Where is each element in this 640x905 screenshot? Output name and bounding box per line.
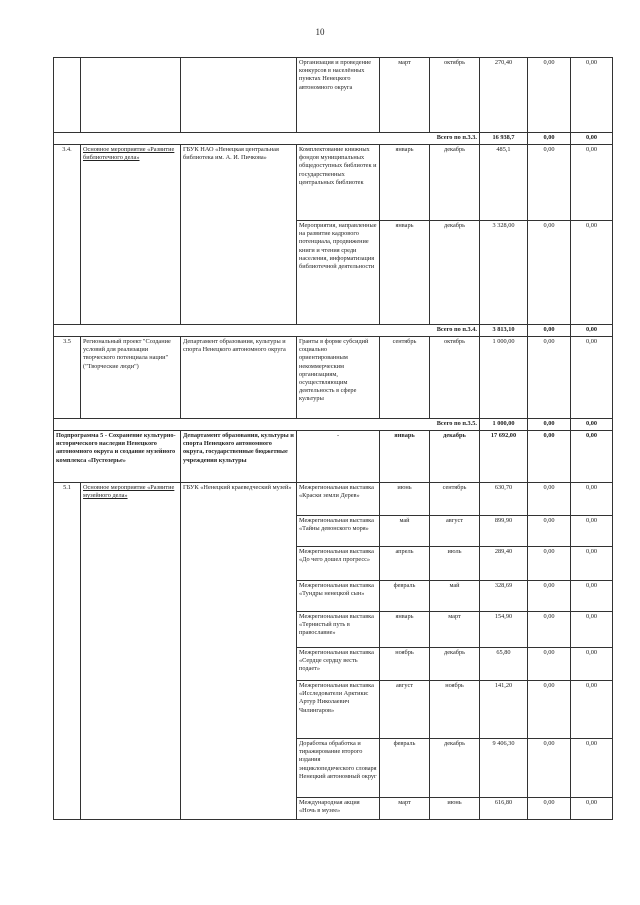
start-month: август [380, 681, 430, 739]
row-number: 5.1 [54, 483, 81, 820]
total-label: Всего по п.3.4. [54, 325, 480, 337]
activity: Комплектование книжных фондов муниципальных общедоступных библиотек и государственных центральных библиотек [297, 145, 380, 221]
amount-2: 0,00 [528, 483, 571, 516]
end-month: март [430, 612, 480, 648]
total-label: Всего по п.3.3. [54, 133, 480, 145]
start-month: февраль [380, 739, 430, 798]
start-month: март [380, 58, 430, 133]
amount-3: 0,00 [571, 337, 613, 419]
amount-2: 0,00 [528, 221, 571, 325]
total-amount-1: 3 813,10 [480, 325, 528, 337]
start-month: февраль [380, 581, 430, 612]
end-month: июль [430, 547, 480, 581]
total-amount-2: 0,00 [528, 325, 571, 337]
amount-1: 616,80 [480, 798, 528, 820]
total-row [54, 419, 613, 431]
total-row [54, 133, 613, 145]
subprogram-name: Подпрограмма 5 - Сохранение культурно-исторического наследия Ненецкого автономного округа и создание музейного комплекса «Пустозерье» [54, 431, 181, 483]
activity: Межрегиональная выставка «Исследователи Арктики: Артур Николаевич Чилингаров» [297, 681, 380, 739]
executor: ГБУК «Ненецкий краеведческий музей» [181, 483, 297, 820]
amount-2: 0,00 [528, 547, 571, 581]
amount-2: 0,00 [528, 145, 571, 221]
activity: Доработка обработка и тиражирование второго издания энциклопедического словаря Ненецкий автономный округ [297, 739, 380, 798]
event-name [81, 145, 181, 325]
activity: Международная акция «Ночь в музее» [297, 798, 380, 820]
amount-3: 0,00 [571, 483, 613, 516]
amount-3: 0,00 [571, 739, 613, 798]
row-number: 3.4. [54, 145, 81, 325]
activity: Межрегиональная выставка «Тернистый путь в православие» [297, 612, 380, 648]
event-name-text: Основное мероприятие «Развитие библиотечного дела» [83, 146, 175, 162]
budget-plan-table [53, 57, 613, 820]
event-name [81, 58, 181, 133]
total-row [54, 325, 613, 337]
amount-3: 0,00 [571, 581, 613, 612]
amount-3: 0,00 [571, 516, 613, 547]
table-row [54, 337, 613, 419]
end-month: декабрь [430, 221, 480, 325]
end-month: август [430, 516, 480, 547]
start-month: апрель [380, 547, 430, 581]
executor: Департамент образования, культуры и спорта Ненецкого автономного округа [181, 337, 297, 419]
start-month: сентябрь [380, 337, 430, 419]
end-month: декабрь [430, 739, 480, 798]
amount-1: 141,20 [480, 681, 528, 739]
amount-1: 630,70 [480, 483, 528, 516]
activity: Межрегиональная выставка «Сердце сердцу весть подает» [297, 648, 380, 681]
activity: Организация и проведение конкурсов в населённых пунктах Ненецкого автономного округа [297, 58, 380, 133]
amount-2: 0,00 [528, 58, 571, 133]
amount-1: 9 406,30 [480, 739, 528, 798]
amount-1: 1 000,00 [480, 337, 528, 419]
total-amount-3: 0,00 [571, 419, 613, 431]
amount-2: 0,00 [528, 337, 571, 419]
end-month: декабрь [430, 145, 480, 221]
amount-2: 0,00 [528, 431, 571, 483]
end-month: ноябрь [430, 681, 480, 739]
start-month: июнь [380, 483, 430, 516]
start-month: январь [380, 145, 430, 221]
executor: ГБУК НАО «Ненецкая центральная библиотека им. А. И. Пичкова» [181, 145, 297, 325]
total-amount-1: 1 000,00 [480, 419, 528, 431]
event-name-text: Основное мероприятие «Развитие музейного дела» [83, 484, 175, 500]
start-month: май [380, 516, 430, 547]
end-month: октябрь [430, 58, 480, 133]
activity: Гранты в форме субсидий социально ориентированным некоммерческим организациям, осуществляющим деятельность в сфере культуры [297, 337, 380, 419]
end-month: июнь [430, 798, 480, 820]
table-row [54, 58, 613, 133]
event-name: Региональный проект "Создание условий для реализации творческого потенциала нации" ("Творческие люди") [81, 337, 181, 419]
total-amount-2: 0,00 [528, 133, 571, 145]
table-row [54, 145, 613, 221]
event-name [81, 483, 181, 820]
total-amount-3: 0,00 [571, 133, 613, 145]
row-number: 3.5 [54, 337, 81, 419]
total-amount-3: 0,00 [571, 325, 613, 337]
subprogram-row [54, 431, 613, 483]
amount-3: 0,00 [571, 681, 613, 739]
end-month: декабрь [430, 648, 480, 681]
page-number: 10 [315, 27, 325, 37]
table-row [54, 483, 613, 516]
amount-3: 0,00 [571, 648, 613, 681]
end-month: октябрь [430, 337, 480, 419]
amount-2: 0,00 [528, 798, 571, 820]
total-label: Всего по п.3.5. [54, 419, 480, 431]
amount-1: 154,90 [480, 612, 528, 648]
amount-3: 0,00 [571, 547, 613, 581]
amount-3: 0,00 [571, 145, 613, 221]
activity: Межрегиональная выставка «До чего дошел прогресс» [297, 547, 380, 581]
amount-2: 0,00 [528, 516, 571, 547]
amount-1: 65,80 [480, 648, 528, 681]
amount-1: 270,40 [480, 58, 528, 133]
start-month: январь [380, 612, 430, 648]
amount-3: 0,00 [571, 58, 613, 133]
activity: Межрегиональная выставка «Краски земли Дерев» [297, 483, 380, 516]
executor [181, 58, 297, 133]
executor: Департамент образования, культуры и спорта Ненецкого автономного округа, государственные бюджетные учреждения культуры [181, 431, 297, 483]
amount-1: 328,69 [480, 581, 528, 612]
amount-3: 0,00 [571, 221, 613, 325]
row-number [54, 58, 81, 133]
activity: - [297, 431, 380, 483]
amount-1: 289,40 [480, 547, 528, 581]
amount-3: 0,00 [571, 612, 613, 648]
amount-2: 0,00 [528, 648, 571, 681]
amount-1: 3 328,00 [480, 221, 528, 325]
start-month: январь [380, 431, 430, 483]
activity: Межрегиональная выставка «Тайны девонского моря» [297, 516, 380, 547]
start-month: ноябрь [380, 648, 430, 681]
activity: Межрегиональная выставка «Тундры ненецкой сын» [297, 581, 380, 612]
end-month: сентябрь [430, 483, 480, 516]
amount-2: 0,00 [528, 681, 571, 739]
total-amount-1: 16 938,7 [480, 133, 528, 145]
total-amount-2: 0,00 [528, 419, 571, 431]
amount-3: 0,00 [571, 431, 613, 483]
activity: Мероприятия, направленные на развитие кадрового потенциала, продвижение книги и чтения среди населения, информатизация библиотечной деятельности [297, 221, 380, 325]
start-month: январь [380, 221, 430, 325]
amount-2: 0,00 [528, 612, 571, 648]
end-month: декабрь [430, 431, 480, 483]
end-month: май [430, 581, 480, 612]
amount-1: 485,1 [480, 145, 528, 221]
amount-2: 0,00 [528, 581, 571, 612]
amount-2: 0,00 [528, 739, 571, 798]
start-month: март [380, 798, 430, 820]
amount-1: 899,90 [480, 516, 528, 547]
amount-1: 17 692,00 [480, 431, 528, 483]
amount-3: 0,00 [571, 798, 613, 820]
